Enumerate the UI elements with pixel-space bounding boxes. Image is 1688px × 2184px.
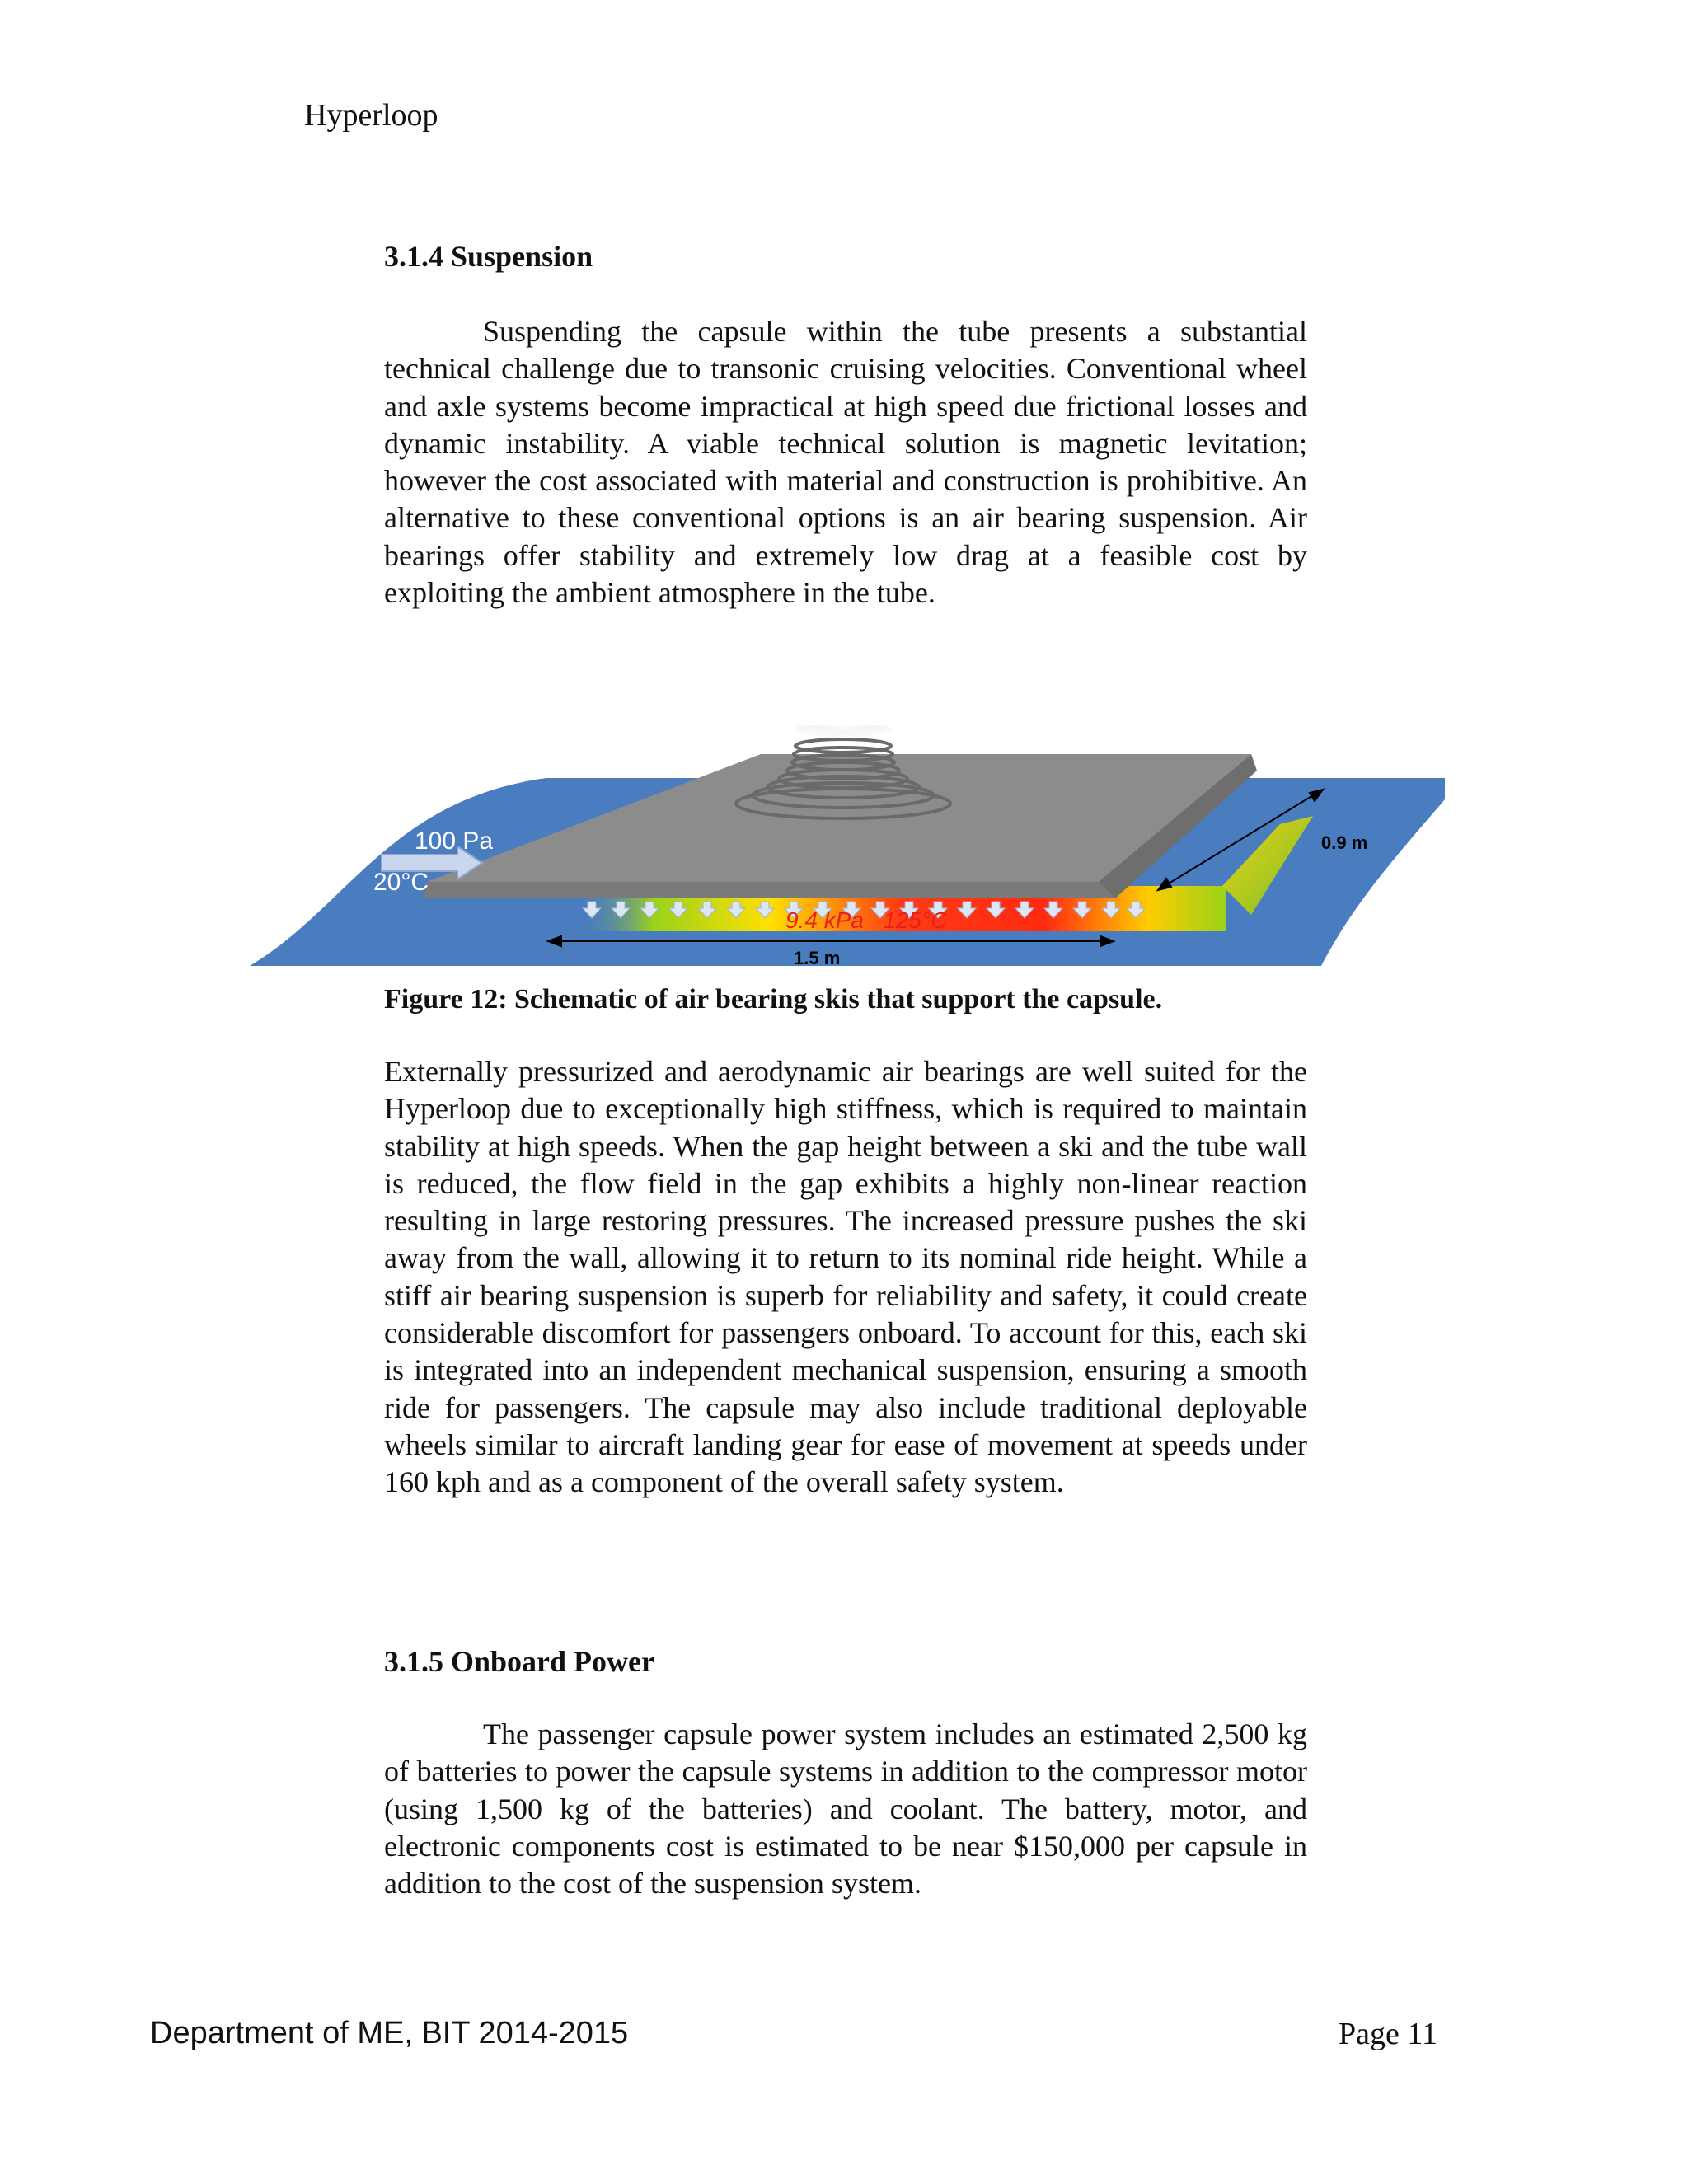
section-heading-onboard-power: 3.1.5 Onboard Power: [384, 1645, 654, 1678]
label-gap-pressure-temp: 9.4 kPa 125°C: [785, 907, 948, 933]
label-ambient-pressure: 100 Pa: [415, 827, 494, 855]
running-header: Hyperloop: [304, 98, 438, 133]
air-bearing-figure: [250, 725, 1445, 977]
label-ambient-temp: 20°C: [373, 869, 429, 896]
label-width: 0.9 m: [1321, 832, 1368, 853]
label-length: 1.5 m: [794, 948, 841, 968]
figure-caption: Figure 12: Schematic of air bearing skis that support the capsule.: [384, 984, 1163, 1015]
section-heading-suspension: 3.1.4 Suspension: [384, 240, 593, 273]
onboard-power-paragraph-1: The passenger capsule power system includes an estimated 2,500 kg of batteries to power the capsule systems in addition to the compressor motor (using 1,500 kg of the batteries) and coolant. The battery, motor, and electronic components cost is estimated to be near $150,000 per capsule in addition to the cost of the suspension system.: [384, 1718, 1307, 1900]
air-bearing-schematic: [250, 725, 1445, 977]
suspension-paragraph-1: Suspending the capsule within the tube presents a substantial technical challenge due to transonic cruising velocities. Conventional wheel and axle systems become impractical at high speed due frictional losses and dynamic instability. A viable technical solution is magnetic levitation; however the cost associated with material and construction is prohibitive. An alternative to these conventional options is an air bearing suspension. Air bearings offer stability and extremely low drag at a feasible cost by exploiting the ambient atmosphere in the tube.: [384, 315, 1307, 610]
ski-front-edge: [423, 882, 1115, 898]
footer-page-number: Page 11: [1339, 2017, 1437, 2051]
suspension-paragraph-2: Externally pressurized and aerodynamic air bearings are well suited for the Hyperloop due to exceptionally high stiffness, which is required to maintain stability at high speeds. When the gap height between a ski and the tube wall is reduced, the flow field in the gap exhibits a highly non-linear reaction resulting in large restoring pressures. The increased pressure pushes the ski away from the wall, allowing it to return to its nominal ride height. While a stiff air bearing suspension is superb for reliability and safety, it could create considerable discomfort for passengers onboard. To account for this, each ski is integrated into an independent mechanical suspension, ensuring a smooth ride for passengers. The capsule may also include traditional deployable wheels similar to aircraft landing gear for ease of movement at speeds under 160 kph and as a component of the overall safety system.: [384, 1055, 1307, 1499]
footer-department: Department of ME, BIT 2014-2015: [150, 2016, 629, 2050]
